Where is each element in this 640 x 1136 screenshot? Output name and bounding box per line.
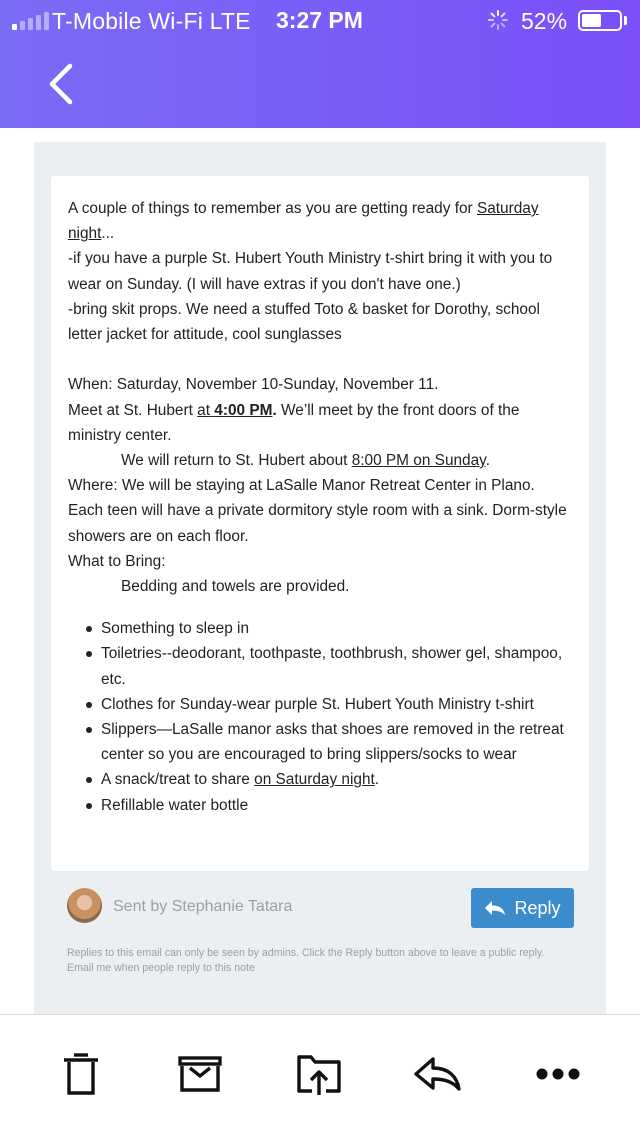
list-item: Clothes for Sunday-wear purple St. Hubert Youth Ministry t-shirt <box>68 692 568 717</box>
meet-period: . <box>272 401 277 419</box>
email-body-card <box>51 176 589 871</box>
night-link[interactable]: night <box>68 225 102 243</box>
list-item: Toiletries--deodorant, toothpaste, toothbrush, shower gel, shampoo, etc. <box>68 641 568 691</box>
meet-text: Meet at St. Hubert <box>68 401 198 419</box>
bring-list <box>68 616 568 818</box>
intro-ellipsis: ... <box>101 225 115 243</box>
return-time-link[interactable]: 8:00 PM on Sunday <box>351 452 486 470</box>
where-line: Where: We will be staying at LaSalle Manor Retreat Center in Plano. Each teen will have a private dormitory style room with a sink. Dorm-style showers are on each floor. <box>68 477 567 545</box>
archive-icon[interactable] <box>175 1049 225 1099</box>
when-line: When: Saturday, November 10-Sunday, November 11. <box>68 376 439 394</box>
meet-time: 4:00 PM <box>214 401 273 419</box>
footnote <box>67 946 579 976</box>
snack-text: A snack/treat to share <box>101 771 255 789</box>
sender-label: Sent by Stephanie Tatara <box>113 898 293 915</box>
battery-icon <box>578 10 622 31</box>
reply-arrow-icon <box>484 900 506 916</box>
app-header <box>0 0 640 128</box>
reply-label: Reply <box>514 897 561 918</box>
return-text: We will return to St. Hubert about <box>121 452 352 470</box>
bottom-toolbar <box>0 1014 640 1136</box>
saturday-link[interactable]: Saturday <box>476 200 539 217</box>
return-period: . <box>485 452 491 470</box>
status-bar <box>0 0 640 40</box>
props-line: -bring skit props. We need a stuffed Toto & basket for Dorothy, school letter jacket for attitude, cool sunglasses <box>68 300 540 344</box>
chevron-left-icon[interactable] <box>40 60 84 108</box>
snack-period: . <box>374 771 380 789</box>
saturday-night-link[interactable]: on Saturday night <box>254 771 375 789</box>
list-item: Refillable water bottle <box>68 793 568 818</box>
email-body <box>68 196 568 818</box>
return-line <box>68 448 568 473</box>
more-icon[interactable] <box>533 1049 583 1099</box>
list-item <box>68 767 568 792</box>
email-me-link[interactable]: Email me when people reply to this note <box>67 962 255 974</box>
avatar <box>67 888 102 923</box>
what-to-bring-heading: What to Bring: <box>68 552 166 570</box>
battery-percent: 52% <box>521 8 568 34</box>
reply-icon[interactable] <box>413 1049 463 1099</box>
meet-line <box>68 398 568 448</box>
bedding-line: Bedding and towels are provided. <box>121 578 350 596</box>
intro-paragraph <box>68 196 568 246</box>
meet-time-link[interactable] <box>197 402 272 419</box>
email-container <box>34 142 606 1014</box>
activity-spinner-icon <box>488 10 508 30</box>
battery-tip <box>624 16 627 25</box>
list-item: Slippers—LaSalle manor asks that shoes are removed in the retreat center so you are encouraged to bring slippers/socks to wear <box>68 717 568 767</box>
reply-button[interactable] <box>471 888 574 928</box>
clock: 3:27 PM <box>276 7 363 33</box>
intro-text: A couple of things to remember as you are getting ready for <box>68 200 477 217</box>
footnote-admin-text: Replies to this email can only be seen by admins. Click the Reply button above to leave a public reply. <box>67 947 545 959</box>
carrier-label: T-Mobile Wi-Fi LTE <box>52 8 251 34</box>
trash-icon[interactable] <box>56 1049 106 1099</box>
signal-strength-icon <box>12 10 49 30</box>
list-item: Something to sleep in <box>68 616 568 641</box>
tshirt-line: -if you have a purple St. Hubert Youth Ministry t-shirt bring it with you to wear on Sunday. (I will have extras if you don't have one.) <box>68 250 553 293</box>
sender-row <box>34 882 606 942</box>
meet-at-text: at <box>197 401 215 419</box>
meet-after-text: We’ll meet by the front doors of the ministry center. <box>68 401 520 444</box>
move-icon[interactable] <box>294 1049 344 1099</box>
